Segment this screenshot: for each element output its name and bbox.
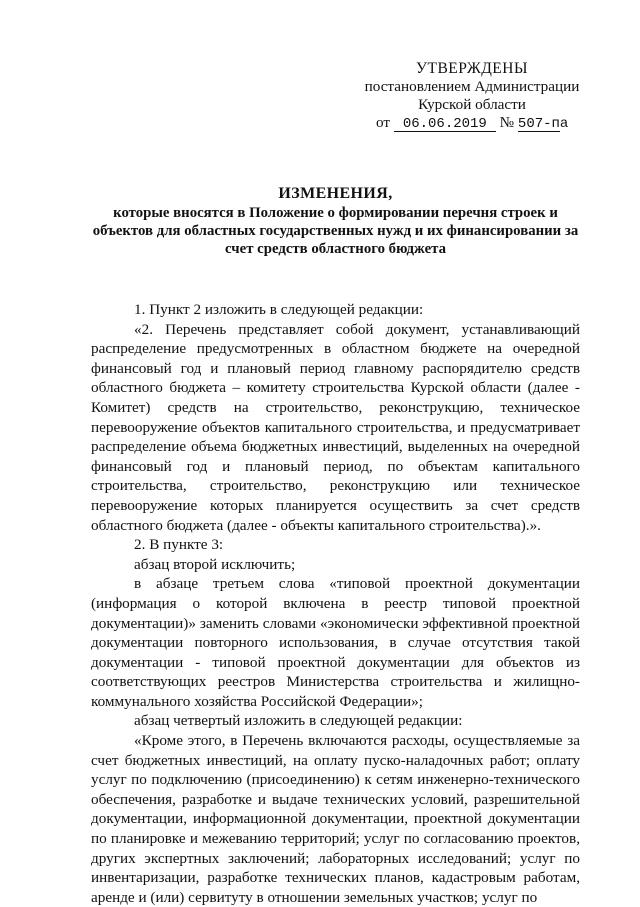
approval-title: УТВЕРЖДЕНЫ bbox=[416, 60, 528, 77]
paragraph-7: «Кроме этого, в Перечень включаются расходы, осуществляемые за счет бюджетных инвестиций, на оплату пуско-наладочных работ; оплату услуг по подключению (присоединению) к сетям инженерно-технического обеспечения, разработке и выдаче технических условий, разрешительной документации, информационной документации, проектной документации по планировке и межеванию территорий; услуг по согласованию проектов, других экспертных заключений; лабораторных исследований; услуг по инвентаризации, разработке технических планов, кадастровым работам, аренде и (или) сервитуту в отношении земельных участков; услуг по bbox=[91, 732, 580, 906]
approval-region: Курской области bbox=[418, 96, 526, 113]
document-heading bbox=[91, 185, 580, 258]
approval-issuer: постановлением Администрации bbox=[364, 78, 580, 95]
paragraph-1: 1. Пункт 2 изложить в следующей редакции: bbox=[134, 301, 424, 318]
paragraph-6: абзац четвертый изложить в следующей редакции: bbox=[134, 712, 463, 730]
approval-number: 507-па bbox=[517, 116, 569, 132]
paragraph-4: абзац второй исключить; bbox=[134, 555, 296, 573]
heading-title: ИЗМЕНЕНИЯ, bbox=[278, 185, 393, 202]
paragraph-2: «2. Перечень представляет собой документ, устанавливающий распределение предусмотренных в областном бюджете на очередной финансовый год и плановый период главному распорядителю средств областного бюджета – комитету строительства Курской области (далее - Комитет) средств на строительство, реконструкцию, техническое перевооружение объектов капитального строительства, и предусматривает распределение объема бюджетных инвестиций, выделенных на очередной финансовый год и плановый период, по объектам капитального строительства, строительство, реконструкцию или техническое перевооружение которых планируется осуществить за счет средств областного бюджета (далее - объекты капитального строительства).». bbox=[91, 320, 580, 534]
approval-date-line bbox=[376, 114, 592, 132]
date-prefix: от bbox=[376, 114, 391, 131]
document-body bbox=[91, 300, 580, 907]
paragraph-3: 2. В пункте 3: bbox=[134, 536, 224, 554]
approval-date: 06.06.2019 bbox=[394, 117, 496, 132]
paragraph-5: в абзаце третьем слова «типовой проектной документации (информация о которой включена в реестр типовой проектной документации)» заменить словами «экономически эффективной проектной документации повторного использования, в случае отсутствия такой документации - типовой проектной документации для объектов из соответствующих реестров Министерства строительства и жилищно-коммунального хозяйства Российской Федерации»; bbox=[91, 575, 580, 710]
heading-subtitle: которые вносятся в Положение о формировании перечня строек и объектов для областных государственных нужд и их финансировании за счет средств областного бюджета bbox=[92, 205, 579, 257]
number-prefix: № bbox=[499, 114, 515, 131]
approval-block bbox=[352, 60, 592, 132]
